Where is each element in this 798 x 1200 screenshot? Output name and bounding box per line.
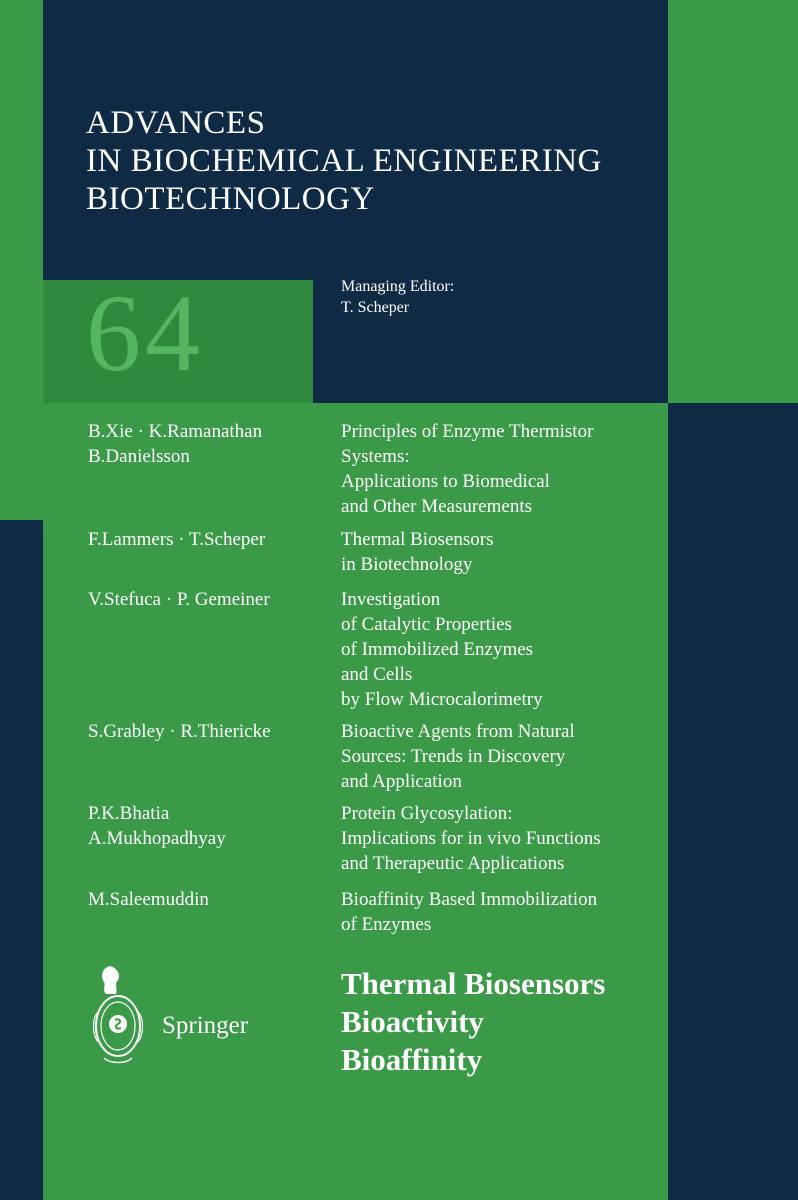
author-line: V.Stefuca · P. Gemeiner (88, 589, 270, 610)
editor-role: Managing Editor: (341, 278, 455, 295)
subtitle-line: Bioactivity (341, 1004, 484, 1039)
title-line: of Enzymes (341, 914, 432, 935)
contents-authors (88, 419, 262, 469)
title-line: and Application (341, 771, 462, 792)
contents-title (341, 719, 575, 794)
title-line: of Immobilized Enzymes (341, 639, 534, 660)
series-title-line: BIOTECHNOLOGY (86, 181, 375, 217)
contents-authors (88, 587, 270, 612)
contents-title (341, 419, 593, 519)
title-line: and Other Measurements (341, 496, 532, 517)
contents-title (341, 887, 597, 937)
series-title-line: IN BIOCHEMICAL ENGINEERING (86, 143, 602, 179)
volume-subtitle (341, 965, 605, 1079)
title-line: Implications for in vivo Functions (341, 828, 601, 849)
contents-title (341, 527, 494, 577)
title-line: Protein Glycosylation: (341, 803, 513, 824)
contents-authors (88, 527, 265, 552)
title-line: Systems: (341, 446, 410, 467)
title-line: Sources: Trends in Discovery (341, 746, 566, 767)
author-line: B.Danielsson (88, 446, 190, 467)
title-line: of Catalytic Properties (341, 614, 512, 635)
editor-name: T. Scheper (341, 299, 410, 316)
title-line: Thermal Biosensors (341, 529, 494, 550)
title-line: Bioactive Agents from Natural (341, 721, 575, 742)
managing-editor (341, 276, 454, 318)
contents-title (341, 801, 601, 876)
subtitle-line: Bioaffinity (341, 1042, 483, 1077)
contents-title (341, 587, 543, 712)
contents-authors (88, 887, 209, 912)
title-line: Investigation (341, 589, 441, 610)
author-line: F.Lammers · T.Scheper (88, 529, 266, 550)
author-line: P.K.Bhatia (88, 803, 170, 824)
series-title-line: ADVANCES (86, 105, 266, 141)
title-line: Bioaffinity Based Immobilization (341, 889, 598, 910)
publisher-name: Springer (162, 1012, 249, 1039)
title-line: Principles of Enzyme Thermistor (341, 421, 594, 442)
title-line: by Flow Microcalorimetry (341, 689, 543, 710)
subtitle-line: Thermal Biosensors (341, 966, 606, 1001)
author-line: A.Mukhopadhyay (88, 828, 226, 849)
title-line: and Therapeutic Applications (341, 853, 565, 874)
volume-number: 64 (86, 272, 204, 394)
contents-authors (88, 801, 226, 851)
author-line: S.Grabley · R.Thiericke (88, 721, 271, 742)
author-line: B.Xie · K.Ramanathan (88, 421, 263, 442)
right-green-block (668, 0, 798, 403)
left-green-strip (0, 0, 43, 520)
series-title (86, 104, 602, 218)
title-line: Applications to Biomedical (341, 471, 550, 492)
contents-authors (88, 719, 271, 744)
title-line: and Cells (341, 664, 413, 685)
title-line: in Biotechnology (341, 554, 473, 575)
author-line: M.Saleemuddin (88, 889, 209, 910)
